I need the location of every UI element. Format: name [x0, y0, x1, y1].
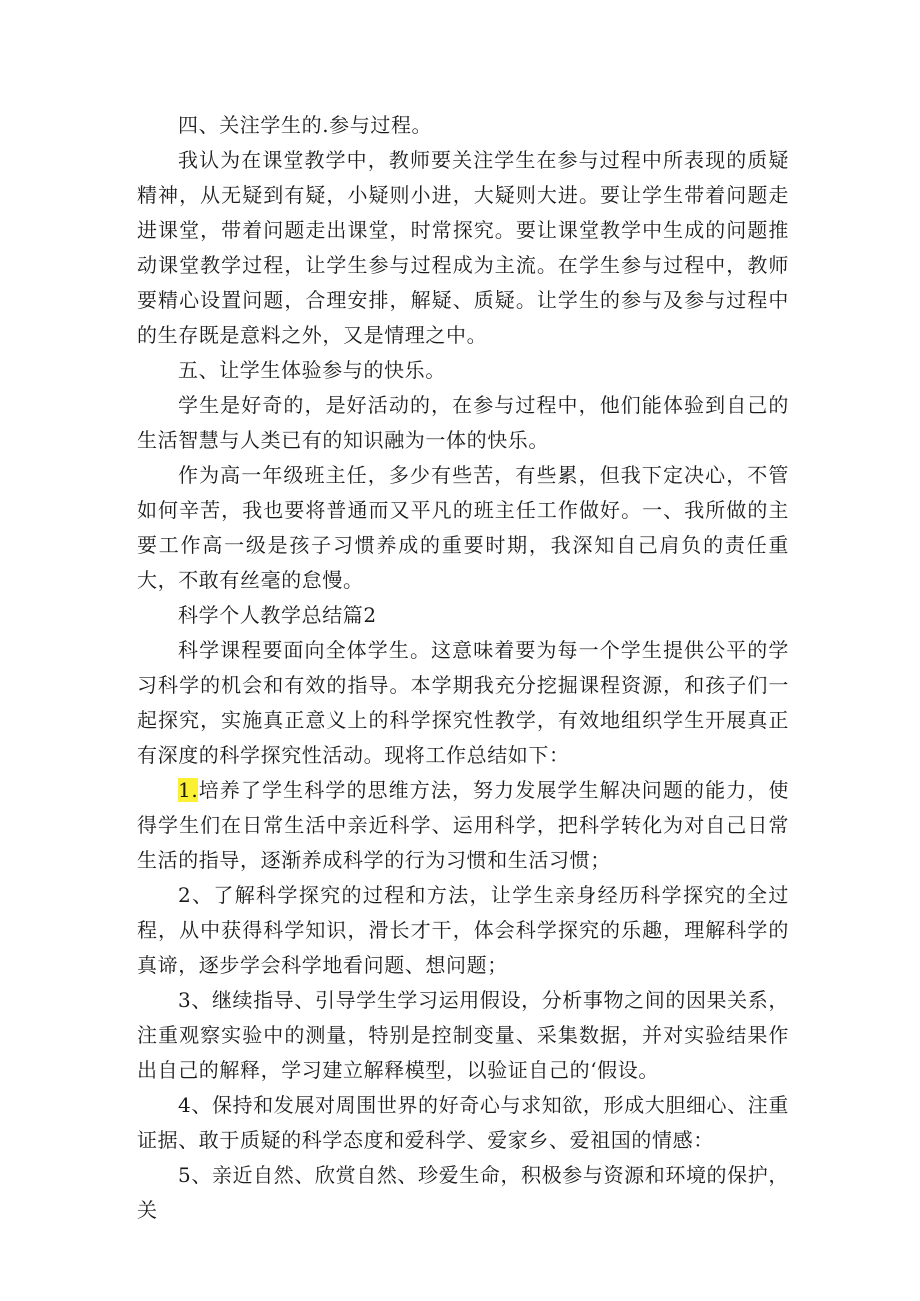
list-item-5: 5、亲近自然、欣赏自然、珍爱生命，积极参与资源和环境的保护，关 — [137, 1163, 789, 1222]
document-body — [137, 108, 789, 1228]
section-heading-4: 四、关注学生的.参与过程。 — [178, 113, 433, 137]
list-item-1-text: 培养了学生科学的思维方法，努力发展学生解决问题的能力，使得学生们在日常生活中亲近科学、运用科学，把科学转化为对自己日常生活的指导，逐渐养成科学的行为习惯和生活习惯； — [137, 778, 789, 872]
list-item-3: 3、继续指导、引导学生学习运用假设，分析事物之间的因果关系，注重观察实验中的测量，特别是控制变量、采集数据，并对实验结果作出自己的解释，学习建立解释模型，以验证自己的‘假设。 — [137, 988, 789, 1082]
article-title: 科学个人教学总结篇2 — [178, 603, 377, 627]
list-item-1 — [137, 773, 789, 878]
section-heading-5: 五、让学生体验参与的快乐。 — [178, 358, 446, 382]
paragraph-intro: 科学课程要面向全体学生。这意味着要为每一个学生提供公平的学习科学的机会和有效的指导。本学期我充分挖掘课程资源，和孩子们一起探究，实施真正意义上的科学探究性教学，有效地组织学生开展真正有深度的科学探究性活动。现将工作总结如下： — [137, 638, 789, 767]
paragraph-curiosity: 学生是好奇的，是好活动的，在参与过程中，他们能体验到自己的生活智慧与人类已有的知识融为一体的快乐。 — [137, 393, 789, 452]
paragraph-questioning: 我认为在课堂教学中，教师要关注学生在参与过程中所表现的质疑精神，从无疑到有疑，小疑则小进，大疑则大进。要让学生带着问题走进课堂，带着问题走出课堂，时常探究。要让课堂教学中生成的问题推动课堂教学过程，让学生参与过程成为主流。在学生参与过程中，教师要精心设置问题，合理安排，解疑、质疑。让学生的参与及参与过程中的生存既是意料之外，又是情理之中。 — [137, 148, 789, 347]
highlighted-item-number: 1. — [178, 778, 199, 802]
list-item-4: 4、保持和发展对周围世界的好奇心与求知欲，形成大胆细心、注重证据、敢于质疑的科学态度和爱科学、爱家乡、爱祖国的情感： — [137, 1093, 789, 1152]
list-item-2: 2、了解科学探究的过程和方法，让学生亲身经历科学探究的全过程，从中获得科学知识，滑长才干，体会科学探究的乐趣，理解科学的真谛，逐步学会科学地看问题、想问题； — [137, 883, 789, 977]
paragraph-class-teacher: 作为高一年级班主任，多少有些苦，有些累，但我下定决心，不管如何辛苦，我也要将普通而又平凡的班主任工作做好。一、我所做的主要工作高一级是孩子习惯养成的重要时期，我深知自己肩负的责任重大，不敢有丝毫的怠慢。 — [137, 463, 789, 592]
